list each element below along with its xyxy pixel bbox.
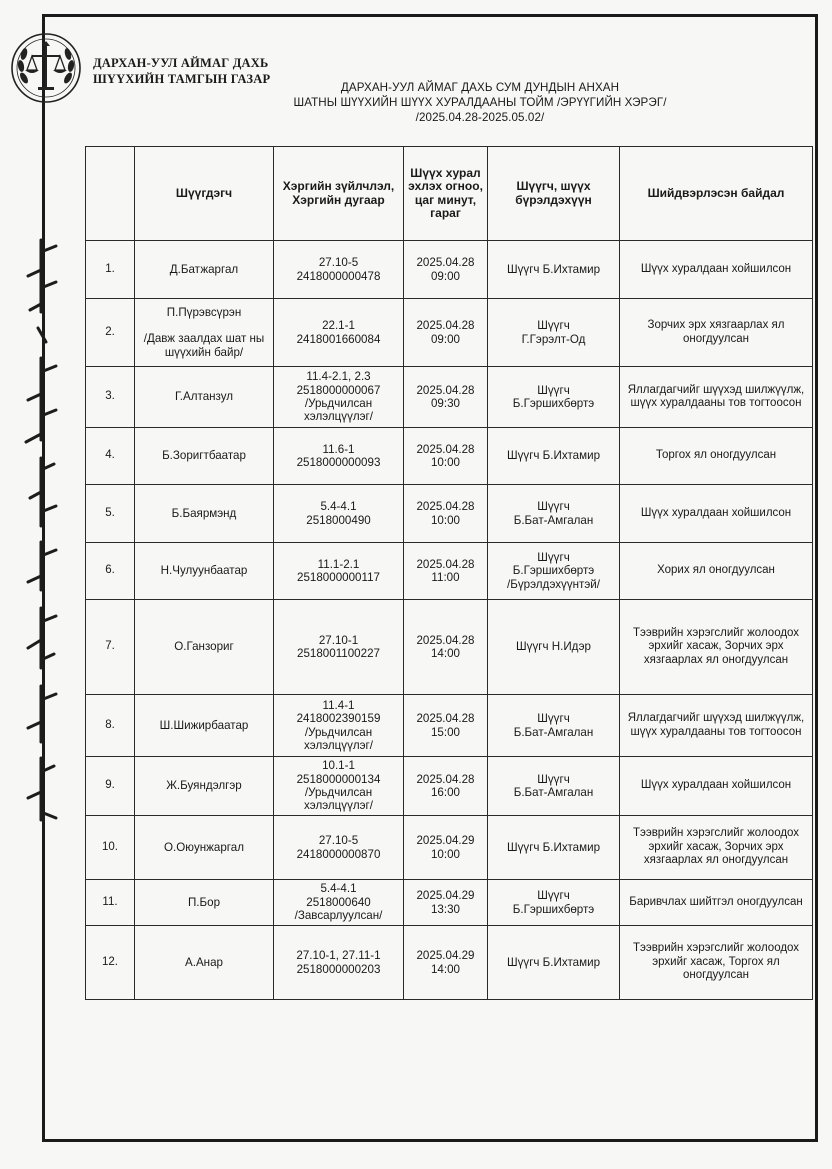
defendant-cell [135, 543, 274, 600]
judge-cell [488, 926, 620, 1000]
cell-line: Шүүгч Б.Ихтамир [506, 840, 601, 854]
table-row [86, 299, 813, 367]
row-number: 11. [86, 880, 135, 926]
cell-line: Шүүх хуралдаан хойшилсон [640, 506, 792, 519]
cell-line: 5.4-4.1 [320, 500, 357, 514]
result-cell [620, 880, 813, 926]
datetime-cell [404, 543, 488, 600]
cell-line: 09:30 [430, 397, 460, 410]
cell-line: Шүүгч Б.Ихтамир [506, 955, 601, 969]
table-row [86, 543, 813, 600]
datetime-cell [404, 428, 488, 485]
defendant-cell [135, 816, 274, 880]
table-row [86, 241, 813, 299]
row-number: 5. [86, 485, 135, 543]
defendant-cell [135, 695, 274, 757]
cell-line: 2025.04.29 [416, 889, 475, 903]
cell-line: /Бүрэлдэхүүнтэй/ [507, 577, 600, 591]
table-row [86, 880, 813, 926]
cell-line: Г.Алтанзул [174, 390, 234, 404]
judge-cell [488, 695, 620, 757]
cell-line: 2518000000203 [296, 962, 381, 976]
datetime-cell [404, 880, 488, 926]
column-header-judge: Шүүгч, шүүх бүрэлдэхүүн [488, 147, 620, 241]
cell-line: П.Бор [187, 895, 221, 909]
cell-line: Тээврийн хэрэгслийг жолоодох эрхийг хасаж, Зорчих эрх хязгаарлах ял оногдуулсан [632, 626, 800, 666]
case-cell [274, 299, 404, 367]
cell-line: /Давж заалдах шат ны шүүхийн байр/ [143, 332, 265, 359]
cell-line: Шүүгч [537, 383, 570, 397]
cell-line: Шүүгч [537, 772, 570, 786]
cell-line: 13:30 [430, 902, 460, 916]
cell-line: 10:00 [430, 456, 460, 469]
table-row [86, 428, 813, 485]
column-header-number [86, 147, 135, 241]
cell-line: 2025.04.28 [416, 383, 475, 397]
cell-line: 2025.04.28 [416, 500, 475, 514]
cell-line: Шүүгч [537, 550, 570, 564]
cell-line: Шүүх хуралдаан хойшилсон [640, 262, 792, 275]
column-header-case: Хэргийн зүйлчлэл, Хэргийн дугаар [274, 147, 404, 241]
cell-line: А.Анар [185, 955, 223, 969]
table-row [86, 926, 813, 1000]
row-number: 8. [86, 695, 135, 757]
row-number: 9. [86, 757, 135, 816]
datetime-cell [404, 299, 488, 367]
judge-cell [488, 485, 620, 543]
row-number: 1. [86, 241, 135, 299]
result-cell [620, 367, 813, 428]
defendant-cell [135, 757, 274, 816]
defendant-cell [135, 485, 274, 543]
result-cell [620, 926, 813, 1000]
cell-line: Б.Гэршихбөртэ [512, 397, 595, 410]
table-row [86, 816, 813, 880]
cell-line: 09:00 [430, 269, 460, 283]
defendant-cell [135, 880, 274, 926]
cell-line: Б.Баярмэнд [171, 506, 237, 520]
cell-line: 27.10-1 [318, 633, 359, 647]
cell-line: 14:00 [430, 647, 460, 660]
judge-cell [488, 241, 620, 299]
cell-line: 2518000000067 [296, 383, 381, 397]
column-header-result: Шийдвэрлэсэн байдал [620, 147, 813, 241]
organization-name: ДАРХАН-УУЛ АЙМАГ ДАХЬ ШҮҮХИЙН ТАМГЫН ГАЗАР [93, 56, 271, 86]
cell-line: 09:00 [430, 332, 460, 346]
cell-line: Торгох ял оногдуулсан [655, 449, 777, 462]
document-title: ДАРХАН-УУЛ АЙМАГ ДАХЬ СУМ ДУНДЫН АНХАН ШАТНЫ ШҮҮХИЙН ШҮҮХ ХУРАЛДААНЫ ТОЙМ /ЭРҮҮГИЙН ХЭРЭГ/ /2025.04.28-2025.05.02/ [293, 81, 667, 124]
judge-cell [488, 757, 620, 816]
cell-line: Шүүгч [537, 319, 570, 333]
cell-line: Шүүгч [537, 889, 570, 903]
datetime-cell [404, 816, 488, 880]
result-cell [620, 695, 813, 757]
cell-line: /Завсарлуулсан/ [294, 909, 383, 923]
result-cell [620, 757, 813, 816]
cell-line: 10:00 [430, 847, 460, 861]
cell-line: Б.Зоригтбаатар [162, 449, 246, 463]
cell-line: 27.10-1, 27.11-1 [296, 949, 381, 963]
cell-line: 16:00 [430, 786, 460, 799]
cell-line: 2025.04.28 [416, 256, 475, 270]
defendant-cell [135, 428, 274, 485]
defendant-cell [135, 600, 274, 695]
judge-cell [488, 600, 620, 695]
cell-line: 2025.04.28 [416, 557, 475, 571]
cell-line: 2025.04.28 [416, 712, 475, 726]
column-header-datetime: Шүүх хурал эхлэх огноо, цаг минут, гараг [404, 147, 488, 241]
case-cell [274, 428, 404, 485]
case-cell [274, 695, 404, 757]
defendant-cell [135, 367, 274, 428]
court-emblem-icon [10, 32, 82, 104]
row-number: 6. [86, 543, 135, 600]
cell-line: 27.10-5 [318, 834, 359, 848]
table-row [86, 600, 813, 695]
cell-line: 2025.04.28 [416, 442, 475, 456]
cell-line: Б.Гэршихбөртэ [512, 564, 595, 578]
cell-line [138, 319, 270, 332]
cell-line: Ш.Шижирбаатар [159, 718, 249, 732]
defendant-cell [135, 926, 274, 1000]
cell-line: 10.1-1 [322, 759, 355, 773]
datetime-cell [404, 485, 488, 543]
judge-cell [488, 816, 620, 880]
cell-line: 2518000000093 [296, 456, 381, 469]
case-cell [274, 816, 404, 880]
cell-line: 11.4-1 [322, 698, 355, 712]
cell-line: 11:00 [431, 571, 460, 584]
datetime-cell [404, 695, 488, 757]
result-cell [620, 600, 813, 695]
case-cell [274, 367, 404, 428]
cell-line: 2518000000117 [297, 571, 380, 584]
judge-cell [488, 367, 620, 428]
row-number: 12. [86, 926, 135, 1000]
cell-line: Яллагдагчийг шүүхэд шилжүүлж, шүүх хуралдааны тов тогтоосон [627, 383, 805, 409]
cell-line: 11.1-2.1 [317, 557, 360, 571]
cell-line: 2025.04.28 [416, 633, 475, 647]
cell-line: 2418000000478 [296, 269, 381, 283]
cell-line: 2025.04.28 [416, 772, 475, 786]
cell-line: Ж.Буяндэлгэр [166, 779, 242, 793]
table-row [86, 485, 813, 543]
case-cell [274, 880, 404, 926]
cell-line: Б.Гэршихбөртэ [512, 902, 595, 916]
defendant-cell [135, 241, 274, 299]
judge-cell [488, 299, 620, 367]
defendant-cell [135, 299, 274, 367]
table-row [86, 367, 813, 428]
cell-line: Шүүх хуралдаан хойшилсон [640, 779, 792, 792]
cell-line: Д.Батжаргал [169, 262, 239, 276]
cell-line: 2418002390159 [296, 712, 381, 726]
cell-line: /Урьдчилсан хэлэлцүүлэг/ [303, 786, 373, 813]
cell-line: Тээврийн хэрэгслийг жолоодох эрхийг хасаж, Зорчих эрх хязгаарлах ял оногдуулсан [632, 827, 800, 867]
case-cell [274, 241, 404, 299]
cell-line: Н.Чулуунбаатар [160, 564, 248, 578]
result-cell [620, 485, 813, 543]
result-cell [620, 428, 813, 485]
cell-line: 15:00 [430, 725, 460, 739]
cell-line: 11.4-2.1, 2.3 [306, 370, 371, 384]
cell-line: 2518000640 [306, 895, 371, 909]
cell-line: 5.4-4.1 [320, 882, 357, 896]
cell-line: О.Оюунжаргал [164, 840, 244, 854]
cell-line: Б.Бат-Амгалан [513, 786, 594, 799]
cell-line: 2025.04.29 [416, 834, 475, 848]
cell-line: Шүүгч Н.Идэр [516, 640, 591, 654]
cell-line: 11.6-1 [322, 442, 355, 456]
cell-line: 27.10-5 [318, 256, 359, 270]
result-cell [620, 816, 813, 880]
cell-line: 14:00 [430, 962, 460, 976]
case-cell [274, 757, 404, 816]
cell-line: /Урьдчилсан хэлэлцүүлэг/ [303, 397, 373, 424]
cell-line: Г.Гэрэлт-Од [521, 332, 586, 346]
cell-line: Тээврийн хэрэгслийг жолоодох эрхийг хасаж, Торгох ял оногдуулсан [632, 942, 800, 982]
datetime-cell [404, 926, 488, 1000]
cell-line: Шүүгч [537, 500, 570, 514]
result-cell [620, 299, 813, 367]
row-number: 4. [86, 428, 135, 485]
cell-line: 22.1-1 [322, 319, 355, 333]
case-cell [274, 926, 404, 1000]
mongolian-script-signature [16, 230, 66, 830]
cell-line: 2025.04.29 [416, 949, 475, 963]
cell-line: 10:00 [430, 513, 460, 527]
row-number: 2. [86, 299, 135, 367]
cell-line: Б.Бат-Амгалан [513, 725, 594, 739]
judge-cell [488, 880, 620, 926]
cell-line: 2518000000134 [296, 772, 381, 786]
cell-line: Яллагдагчийг шүүхэд шилжүүлж, шүүх хуралдааны тов тогтоосон [627, 712, 805, 738]
cell-line: 2418001660084 [296, 332, 381, 346]
cell-line: /Урьдчилсан хэлэлцүүлэг/ [303, 725, 373, 752]
row-number: 10. [86, 816, 135, 880]
table-row [86, 757, 813, 816]
result-cell [620, 241, 813, 299]
cell-line: 2418000000870 [296, 847, 381, 861]
case-cell [274, 600, 404, 695]
case-cell [274, 485, 404, 543]
cell-line: Шүүгч Б.Ихтамир [506, 262, 601, 276]
cell-line: 2518001100227 [297, 647, 380, 660]
court-hearings-table [85, 146, 813, 1000]
cell-line: 2025.04.28 [416, 319, 475, 333]
column-header-defendant: Шүүгдэгч [135, 147, 274, 241]
judge-cell [488, 543, 620, 600]
cell-line: О.Ганзориг [174, 640, 234, 654]
cell-line: Баривчлах шийтгэл оногдуулсан [629, 895, 803, 908]
cell-line: П.Пүрэвсүрэн [166, 305, 242, 319]
row-number: 7. [86, 600, 135, 695]
cell-line: Шүүгч Б.Ихтамир [506, 449, 601, 463]
datetime-cell [404, 757, 488, 816]
cell-line: Зорчих эрх хязгаарлах ял оногдуулсан [647, 319, 785, 345]
datetime-cell [404, 241, 488, 299]
cell-line: Хорих ял оногдуулсан [657, 564, 775, 577]
row-number: 3. [86, 367, 135, 428]
cell-line: Шүүгч [537, 712, 570, 726]
table-header-row [86, 147, 813, 241]
case-cell [274, 543, 404, 600]
datetime-cell [404, 367, 488, 428]
datetime-cell [404, 600, 488, 695]
table-row [86, 695, 813, 757]
cell-line: Б.Бат-Амгалан [513, 513, 594, 527]
cell-line: 2518000490 [306, 513, 371, 527]
judge-cell [488, 428, 620, 485]
result-cell [620, 543, 813, 600]
